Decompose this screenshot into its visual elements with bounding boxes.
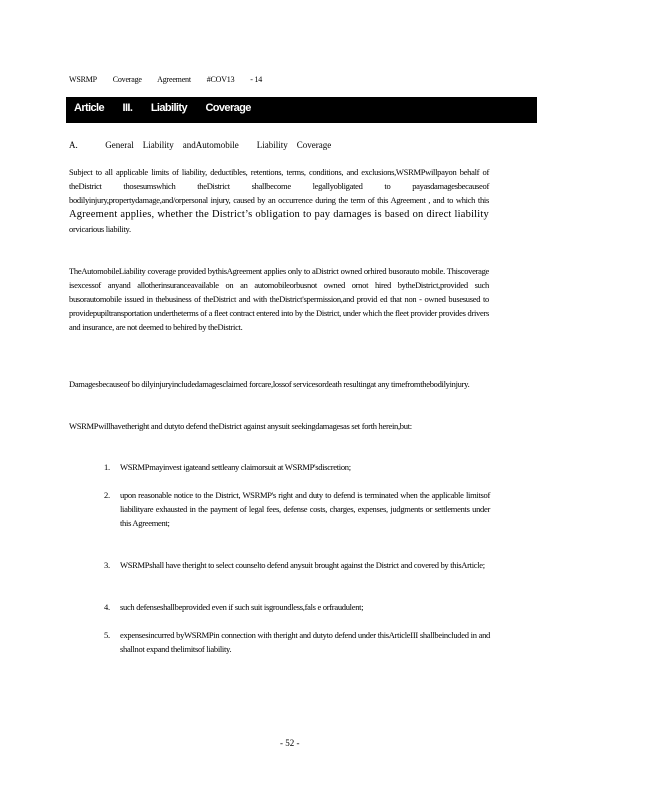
section-title: General Liability andAutomobile Liability Coverage [105, 140, 332, 150]
list-item-number: 3. [104, 560, 110, 570]
article-title-bar [66, 97, 537, 123]
header-page: - 14 [250, 75, 263, 84]
paragraph-damages: Damagesbecauseof bo dilyinjuryincludedamagesclaimed forcare,lossof servicesordeath resultingat any timefromthebodilyinjury. [69, 379, 470, 389]
header-type: Agreement [157, 75, 191, 84]
list-item-number: 1. [104, 462, 110, 472]
list-item [104, 488, 490, 530]
running-header [69, 75, 276, 84]
list-item-text: upon reasonable notice to the District, WSRMP's right and duty to defend is terminated when the applicable limitsof liabilityare exhausted in the payment of legal fees, defense costs, charges, expenses, judgments or settlements under this Agreement; [120, 490, 490, 528]
list-item-text: WSRMPshall have theright to select counselto defend anysuit brought against the District and covered by thisArticle; [120, 560, 485, 570]
list-item-number: 4. [104, 602, 110, 612]
list-item-text: WSRMPmayinvest igateand settleany claimorsuit at WSRMP'sdiscretion; [120, 462, 351, 472]
list-item-number: 2. [104, 490, 110, 500]
list-item [104, 558, 490, 572]
paragraph-subject [69, 165, 489, 236]
paragraph-subject-part-b: Agreement applies, whether the District’s obligation to pay damages is based on direct liability [69, 209, 489, 220]
article-title [74, 102, 267, 114]
paragraph-subject-part-a: Subject to all applicable limits of liability, deductibles, retentions, terms, conditions, and exclusions,WSRMPwillpayon behalf of theDistrict thosesumswhich theDistrict shallbecome legallyobligated to payasdamagesbecauseof bodilyinjury,propertydamage,and/orpersonal injury, caused by an occurrence during the term of this Agreement , and to which this [69, 167, 489, 205]
article-number: III. [122, 102, 133, 114]
list-item-number: 5. [104, 630, 110, 640]
section-number: A. [69, 140, 78, 150]
article-word: Article [74, 102, 105, 114]
section-heading [69, 140, 331, 150]
list-item [104, 600, 490, 614]
page-number: - 52 - [280, 738, 300, 748]
header-org: WSRMP [69, 75, 97, 84]
article-word-2: Coverage [205, 102, 251, 114]
paragraph-automobile-liability: TheAutomobileLiability coverage provided bythisAgreement applies only to aDistrict owned orhired busorauto mobile. Thiscoverage isexcessof anyand allotherinsuranceavailable on an automobileorbusnot owned ornot hired bytheDistrict,provided such busorautomobile issued in thebusiness of theDistrict and with theDistrict'spermission,and provid ed that non - owned busesused to providepupiltransportation undertheterms of a fleet contract entered into by the District, under which the fleet provider provides drivers and insurance, are not deemed to behired by theDistrict. [69, 266, 489, 332]
paragraph-subject-part-c: orvicarious liability. [69, 224, 131, 234]
article-word-1: Liability [150, 102, 187, 114]
list-item-text: expensesincurred byWSRMPin connection with theright and dutyto defend under thisArticleIII shallbeincluded in and shallnot expand thelimitsof liability. [120, 630, 490, 654]
header-code: #COV13 [206, 75, 235, 84]
list-item [104, 460, 490, 474]
list-item-text: such defenseshallbeprovided even if such suit isgroundless,fals e orfraudulent; [120, 602, 364, 612]
list-item [104, 628, 490, 656]
header-doc: Coverage [112, 75, 142, 84]
paragraph-right-to-defend: WSRMPwillhavetheright and dutyto defend theDistrict against anysuit seekingdamagesas set forth herein,but: [69, 421, 412, 431]
